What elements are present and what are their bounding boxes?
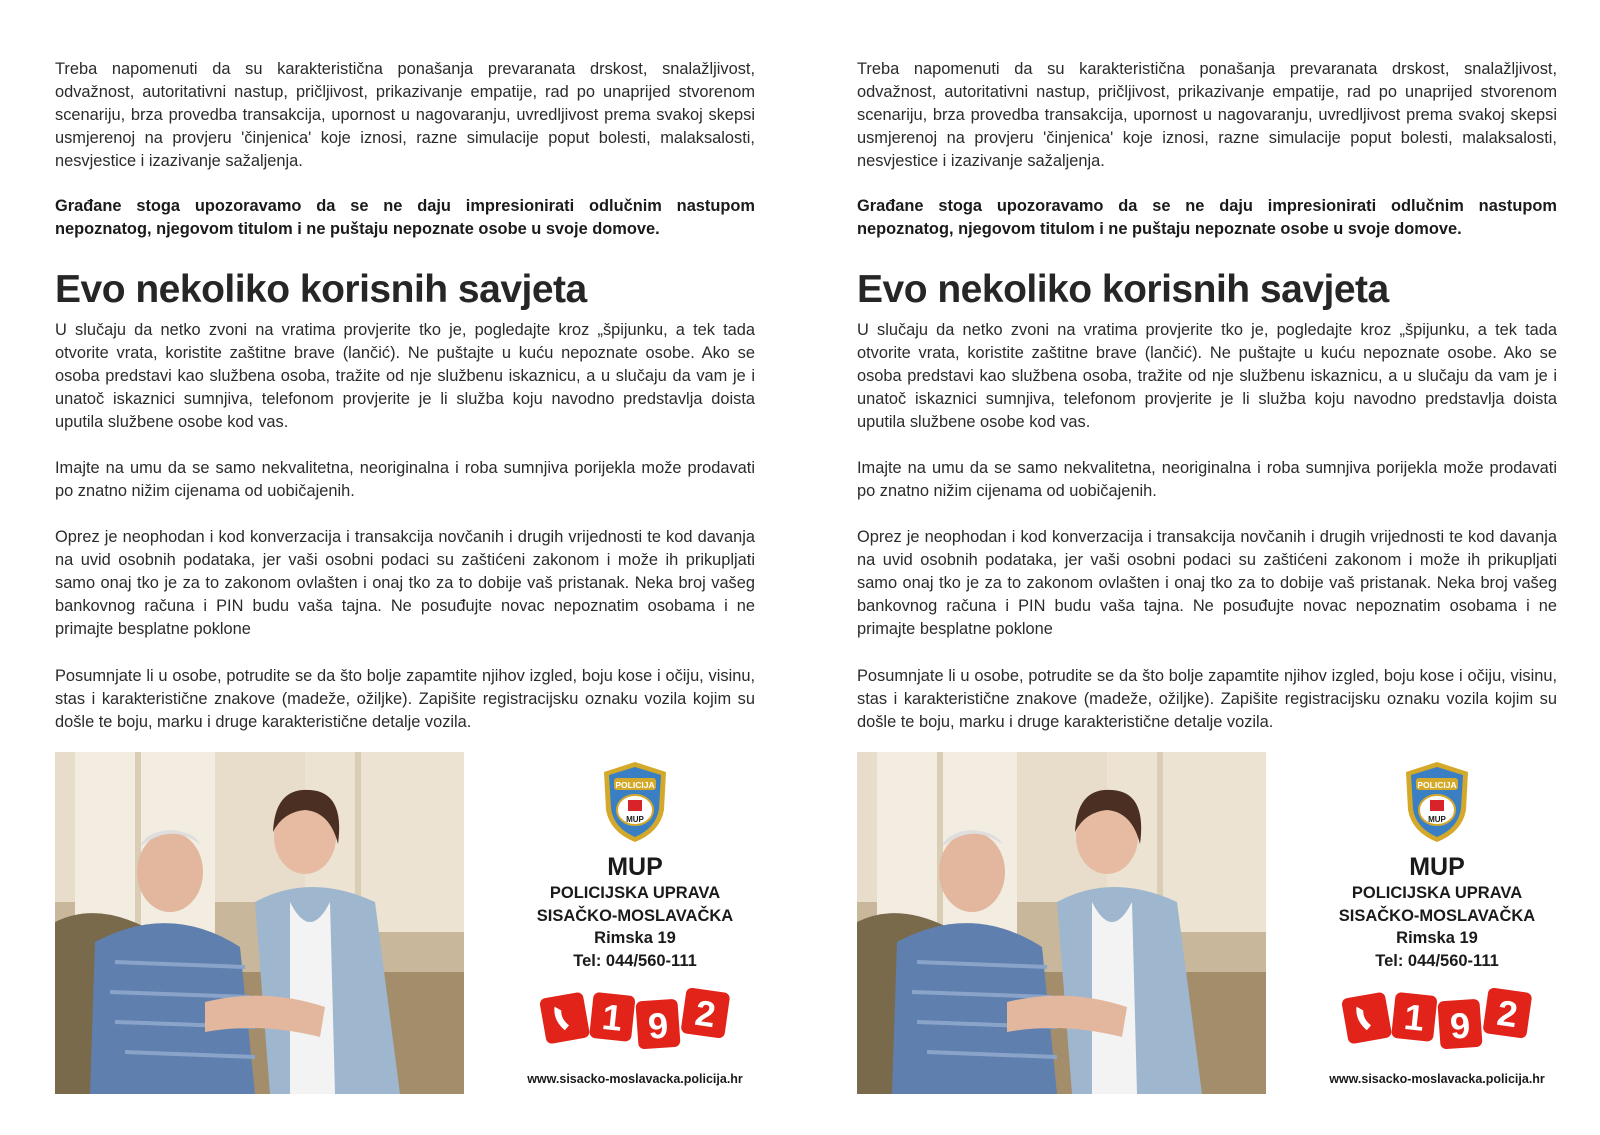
warning-paragraph: Građane stoga upozoravamo da se ne daju impresionirati odlučnim nastupom nepoznatog, njegovom titulom i ne puštaju nepoznate osobe u svoje domove.: [55, 197, 755, 238]
tip-cheap-goods: Imajte na umu da se samo nekvalitetna, neoriginalna i roba sumnjiva porijekla može prodavati po znatno nižim cijenama od uobičajenih.: [55, 459, 755, 500]
tip-door-check: U slučaju da netko zvoni na vratima provjerite tko je, pogledajte kroz „špijunku, a tek tada otvorite vrata, koristite zaštitne brave (lančić). Ne puštajte u kuću nepoznate osobe. Ako se osoba predstavi kao službena osoba, tražite od nje službenu iskaznicu, a u slučaju da vam je i unatoč iskaznici sumnjiva, telefonom provjerite je li služba koju navodno predstavlja doista uputila službene osobe kod vas.: [857, 321, 1557, 431]
unit-line-1: POLICIJSKA UPRAVA: [549, 884, 721, 902]
tip-remember-appearance: Posumnjate li u osobe, potrudite se da što bolje zapamtite njihov izgled, boju kose i očiju, visinu, stas i karakteristične znakove (madeže, ožiljke). Zapišite registracijsku oznaku vozila kojim su došle te boju, marku i druge karakteristične detalje vozila.: [857, 667, 1557, 731]
paragraph-fraud-behaviour: Treba napomenuti da su karakteristična ponašanja prevaranata drskost, snalažljivost, odvažnost, autoritativni nastup, pričljivost, prikazivanje empatije, rad po unaprijed stvorenom scenariju, brza provedba transakcija, upornost u nagovaranju, uvredljivost prema svakoj skepsi usmjerenoj na provjeru 'činjenica' koje iznosi, razne simulacije poput bolesti, malaksalosti, nesvjestice i izazivanje sažaljenja.: [857, 60, 1557, 170]
address: Rimska 19: [594, 929, 676, 947]
unit-line-2: SISAČKO-MOSLAVAČKA: [536, 906, 734, 925]
photo-elderly-man-and-caregiver: [857, 752, 1266, 1094]
svg-text:9: 9: [646, 1004, 670, 1047]
tip-personal-data: Oprez je neophodan i kod konverzacija i transakcija novčanih i drugih vrijednosti te kod davanja na uvid osobnih podataka, jer vaši osobni podaci su zaštićeni zakonom i može ih prikupljati samo onaj tko je za to zakonom ovlašten i onaj tko za to dobije vaš pristanak. Neka broj vašeg bankovnog računa i PIN budu vaša tajna. Ne posuđujte novac nepoznatim osobama i ne primajte besplatne poklone: [55, 528, 755, 638]
police-contact-block: [500, 760, 770, 1086]
tip-cheap-goods: Imajte na umu da se samo nekvalitetna, neoriginalna i roba sumnjiva porijekla može prodavati po znatno nižim cijenama od uobičajenih.: [857, 459, 1557, 500]
unit-line-2: SISAČKO-MOSLAVAČKA: [1338, 906, 1536, 925]
tips-heading: Evo nekoliko korisnih savjeta: [857, 268, 1389, 311]
svg-text:POLICIJA: POLICIJA: [1417, 780, 1457, 790]
telephone: Tel: 044/560-111: [1375, 951, 1499, 970]
svg-text:1: 1: [600, 995, 625, 1039]
police-badge-icon: [600, 760, 670, 844]
unit-line-1: POLICIJSKA UPRAVA: [1351, 884, 1523, 902]
tips-heading: Evo nekoliko korisnih savjeta: [55, 268, 587, 311]
leaflet-right: [857, 0, 1557, 1135]
svg-text:MUP: MUP: [1428, 815, 1446, 824]
tip-personal-data: Oprez je neophodan i kod konverzacija i transakcija novčanih i drugih vrijednosti te kod davanja na uvid osobnih podataka, jer vaši osobni podaci su zaštićeni zakonom i može ih prikupljati samo onaj tko je za to zakonom ovlašten i onaj tko za to dobije vaš pristanak. Neka broj vašeg bankovnog računa i PIN budu vaša tajna. Ne posuđujte novac nepoznatim osobama i ne primajte besplatne poklone: [857, 528, 1557, 638]
address: Rimska 19: [1396, 929, 1478, 947]
emergency-192-icon: [1337, 980, 1537, 1060]
org-name: MUP: [607, 853, 663, 881]
website-link[interactable]: www.sisacko-moslavacka.policija.hr: [1329, 1072, 1545, 1086]
svg-text:MUP: MUP: [626, 815, 644, 824]
police-badge-icon: [1402, 760, 1472, 844]
tip-remember-appearance: Posumnjate li u osobe, potrudite se da što bolje zapamtite njihov izgled, boju kose i očiju, visinu, stas i karakteristične znakove (madeže, ožiljke). Zapišite registracijsku oznaku vozila kojim su došle te boju, marku i druge karakteristične detalje vozila.: [55, 667, 755, 731]
svg-text:2: 2: [692, 991, 719, 1036]
telephone: Tel: 044/560-111: [573, 951, 697, 970]
website-link[interactable]: www.sisacko-moslavacka.policija.hr: [527, 1072, 743, 1086]
svg-text:9: 9: [1448, 1004, 1472, 1047]
emergency-192-icon: [535, 980, 735, 1060]
svg-text:POLICIJA: POLICIJA: [615, 780, 655, 790]
leaflet-left: [55, 0, 755, 1135]
police-contact-block: [1302, 760, 1572, 1086]
svg-text:2: 2: [1494, 991, 1521, 1036]
paragraph-fraud-behaviour: Treba napomenuti da su karakteristična ponašanja prevaranata drskost, snalažljivost, odvažnost, autoritativni nastup, pričljivost, prikazivanje empatije, rad po unaprijed stvorenom scenariju, brza provedba transakcija, upornost u nagovaranju, uvredljivost prema svakoj skepsi usmjerenoj na provjeru 'činjenica' koje iznosi, razne simulacije poput bolesti, malaksalosti, nesvjestice i izazivanje sažaljenja.: [55, 60, 755, 170]
svg-text:1: 1: [1402, 995, 1427, 1039]
org-name: MUP: [1409, 853, 1465, 881]
warning-paragraph: Građane stoga upozoravamo da se ne daju impresionirati odlučnim nastupom nepoznatog, njegovom titulom i ne puštaju nepoznate osobe u svoje domove.: [857, 197, 1557, 238]
tip-door-check: U slučaju da netko zvoni na vratima provjerite tko je, pogledajte kroz „špijunku, a tek tada otvorite vrata, koristite zaštitne brave (lančić). Ne puštajte u kuću nepoznate osobe. Ako se osoba predstavi kao službena osoba, tražite od nje službenu iskaznicu, a u slučaju da vam je i unatoč iskaznici sumnjiva, telefonom provjerite je li služba koju navodno predstavlja doista uputila službene osobe kod vas.: [55, 321, 755, 431]
photo-elderly-man-and-caregiver: [55, 752, 464, 1094]
